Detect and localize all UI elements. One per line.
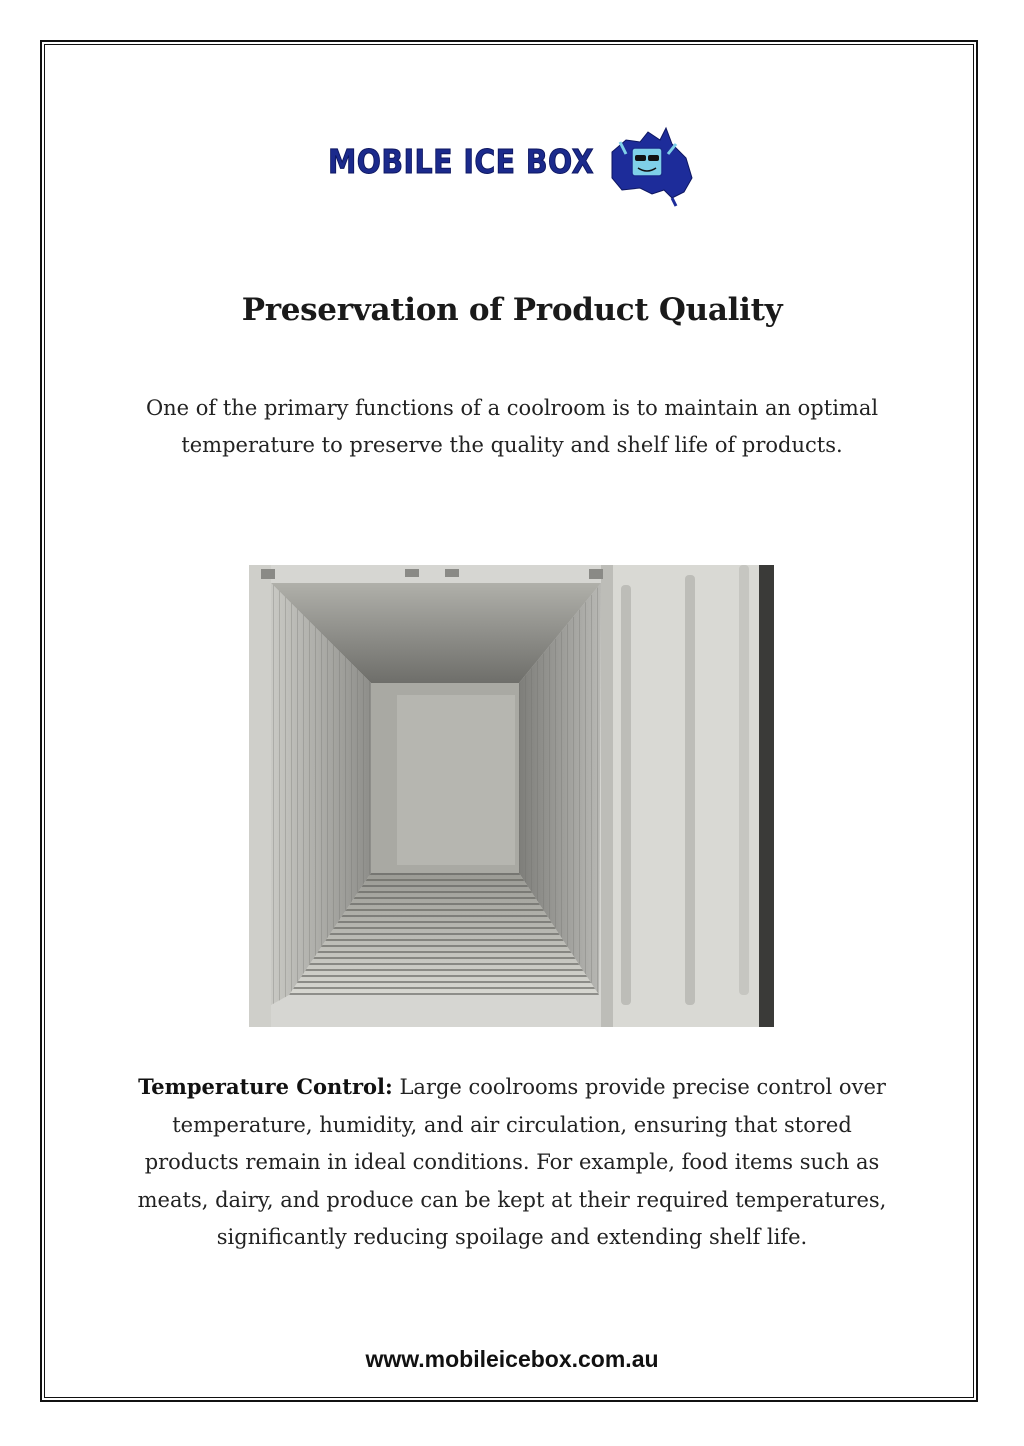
temperature-control-text: Large coolrooms provide precise control over temperature, humidity, and air circulation, ensuring that stored products remain in ideal conditions. For example, food items such as meats, dairy, and produce can be kept at their required temperatures, significantly reducing spoilage and extending shelf life. [137, 1075, 887, 1249]
open-coolroom-container-photo [249, 565, 774, 1027]
intro-paragraph: One of the primary functions of a coolroom is to maintain an optimal temperature to preserve the quality and shelf life of products. [145, 396, 879, 457]
website-url[interactable]: www.mobileicebox.com.au [365, 1346, 659, 1372]
logo-wordmark: MOBILE ICE BOX [328, 142, 594, 181]
logo-graphic [326, 118, 698, 208]
page-title: Preservation of Product Quality [241, 292, 783, 328]
temperature-control-paragraph [128, 1068, 896, 1257]
coolroom-photo [249, 565, 774, 1027]
australia-map-icon [612, 128, 692, 206]
mobile-ice-box-logo [326, 118, 698, 208]
temperature-control-label: Temperature Control: [138, 1074, 393, 1099]
